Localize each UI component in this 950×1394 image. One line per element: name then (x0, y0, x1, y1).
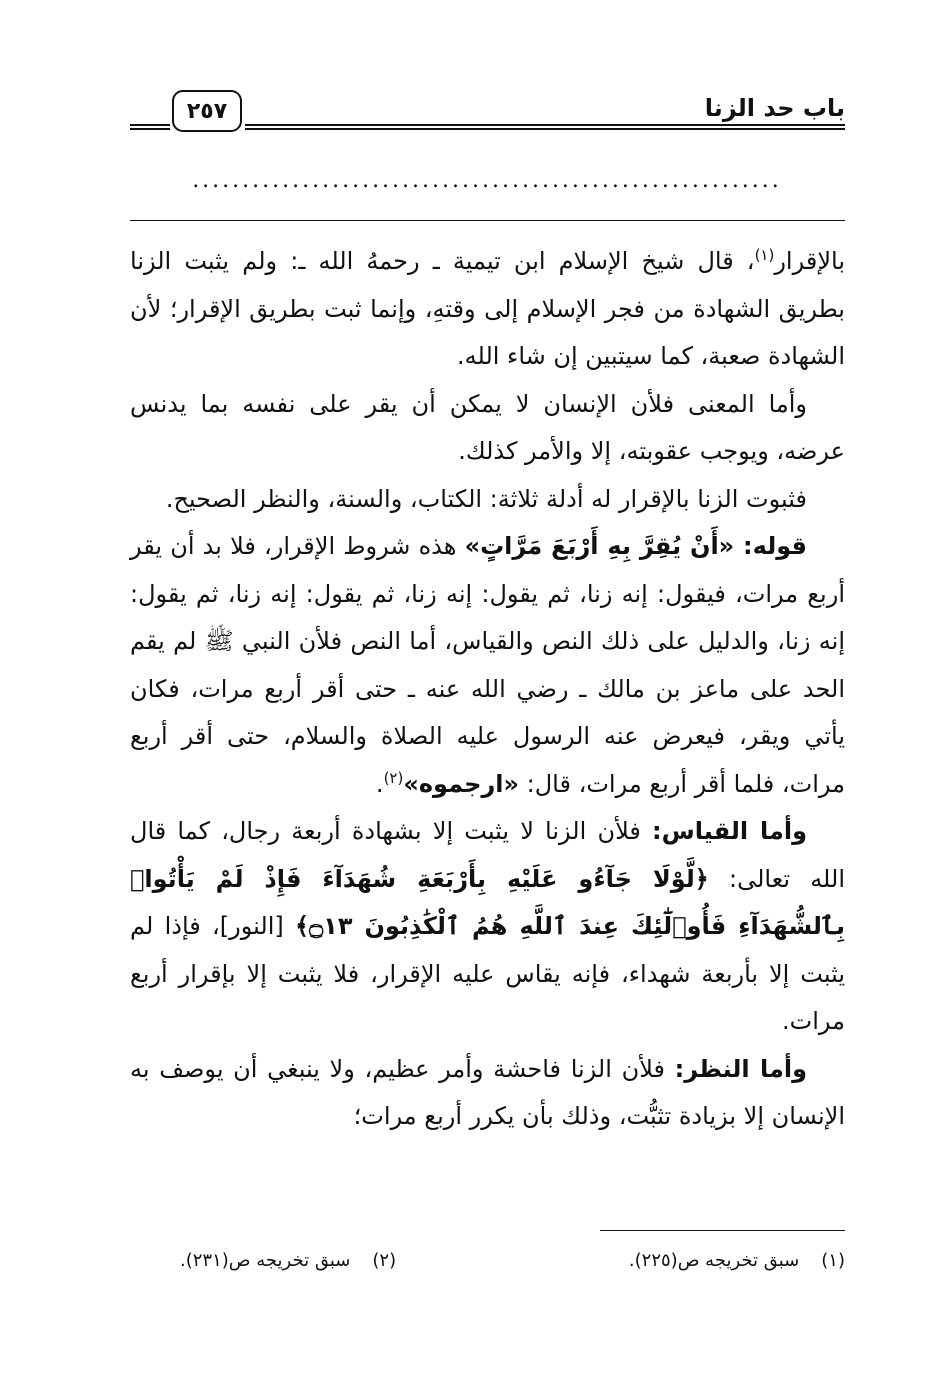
footnote-2: (٢)سبق تخريجه ص(٢٣١). (180, 1249, 397, 1271)
chapter-title: باب حد الزنا (704, 94, 845, 122)
paragraph-3: فثبوت الزنا بالإقرار له أدلة ثلاثة: الكتاب، والسنة، والنظر الصحيح. (165, 484, 807, 513)
header-double-rule-left (130, 124, 170, 130)
paragraph-1: بالإقرار$^{(١)}$، قال شيخ الإسلام ابن تيمية ـ رحمهُ الله ـ: ولم يثبت الزنا بطريق الشهادة من فجر الإسلام إلى وقتهِ، وإنما ثبت بطريق الإقرار؛ لأن الشهادة صعبة، كما سيتبين إن شاء الله. (130, 246, 845, 370)
top-divider (130, 220, 845, 221)
paragraph-5: وأما القياس: فلأن الزنا لا يثبت إلا بشهادة أربعة رجال، كما قال الله تعالى: ﴿لَّوْلَا جَآءُو عَلَيْهِ بِأَرْبَعَةِ شُهَدَآءَ فَإِذْ لَمْ يَأْتُوا۟ بِٱلشُّهَدَآءِ فَأُو۟لَٰٓئِكَ عِندَ ٱللَّهِ هُمُ ٱلْكَٰذِبُونَ ۝١٣﴾ [النور]، فإذا لم يثبت إلا بأربعة شهداء، فإنه يقاس عليه الإقرار، فلا يثبت إلا بإقرار أربع مرات. (130, 817, 845, 1035)
footnotes (180, 1240, 845, 1280)
page-number: ٢٥٧ (172, 90, 242, 132)
page-header (130, 88, 845, 138)
paragraph-6: وأما النظر: فلأن الزنا فاحشة وأمر عظيم، ولا ينبغي أن يوصف به الإنسان إلا بزيادة تثبُّت، وذلك بأن يكرر أربع مرات؛ (130, 1054, 845, 1130)
quran-verse: ﴿لَّوْلَا جَآءُو عَلَيْهِ بِأَرْبَعَةِ شُهَدَآءَ فَإِذْ لَمْ يَأْتُوا۟ بِٱلشُّهَدَآءِ فَأُو۟لَٰٓئِكَ عِندَ ٱللَّهِ هُمُ ٱلْكَٰذِبُونَ ۝١٣﴾ (130, 864, 845, 940)
footnote-ref-2[interactable]: (٢) (383, 768, 404, 787)
footnote-ref-1[interactable]: (١) (754, 246, 775, 264)
paragraph-2: وأما المعنى فلأن الإنسان لا يمكن أن يقر على نفسه بما يدنس عرضه، ويوجب عقوبته، إلا والأمر كذلك. (130, 389, 845, 465)
header-double-rule (245, 124, 845, 130)
dotted-separator: ........................................................... (192, 168, 782, 193)
qiyas-lead: وأما القياس: (652, 817, 808, 845)
footnote-1: (١)سبق تخريجه ص(٢٢٥). (628, 1249, 845, 1271)
body-text (130, 238, 845, 1141)
footnote-divider (600, 1230, 845, 1231)
paragraph-4: قوله: «أَنْ يُقِرَّ بِهِ أَرْبَعَ مَرَّاتٍ» هذه شروط الإقرار، فلا بد أن يقر أربع مرات، فيقول: إنه زنا، ثم يقول: إنه زنا، ثم يقول: إنه زنا، ثم يقول: إنه زنا، والدليل على ذلك النص والقياس، أما النص فلأن النبي ﷺ لم يقم الحد على ماعز بن مالك ـ رضي الله عنه ـ حتى أقر أربع مرات، فكان يأتي ويقر، فيعرض عنه الرسول عليه الصلاة والسلام، حتى أقر أربع مرات، فلما أقر أربع مرات، قال: «ارجموه»$^{(٢)}$. (130, 532, 845, 798)
hadith-lead: قوله: «أَنْ يُقِرَّ بِهِ أَرْبَعَ مَرَّاتٍ» (464, 532, 807, 560)
nazar-lead: وأما النظر: (674, 1054, 808, 1083)
hadith-quote: «ارجموه» (403, 769, 519, 798)
